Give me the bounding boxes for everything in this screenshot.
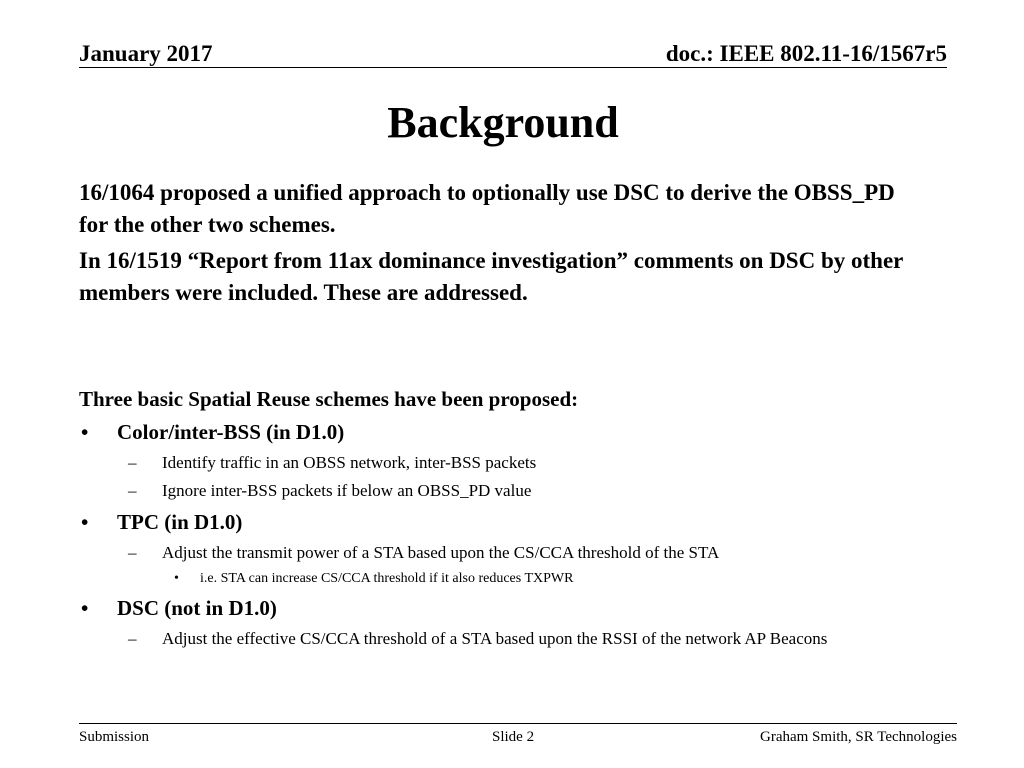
bullet-icon: • <box>81 420 89 444</box>
scheme-detail <box>128 541 908 564</box>
scheme-detail <box>128 627 888 650</box>
intro-paragraph: 16/1064 proposed a unified approach to optionally use DSC to derive the OBSS_PD for the other two schemes. <box>79 180 895 237</box>
bullet-icon: • <box>81 510 89 534</box>
schemes-lead: Three basic Spatial Reuse schemes have been proposed: <box>79 387 579 411</box>
scheme-detail <box>128 451 908 474</box>
scheme-subdetail <box>174 569 573 588</box>
scheme-detail <box>128 479 908 502</box>
footer-author: Graham Smith, SR Technologies <box>760 729 957 745</box>
dash-icon: – <box>128 453 137 472</box>
bullet-icon: • <box>81 596 89 620</box>
dash-icon: – <box>128 629 137 648</box>
scheme-label: DSC (not in D1.0) <box>117 596 277 620</box>
header-doc-id: doc.: IEEE 802.11-16/1567r5 <box>665 41 947 66</box>
intro-paragraph: In 16/1519 “Report from 11ax dominance investigation” comments on DSC by other members were included. These are addressed. <box>79 248 903 305</box>
header-divider <box>79 67 947 68</box>
slide-title: Background <box>387 98 619 147</box>
scheme-label: TPC (in D1.0) <box>117 510 243 534</box>
footer-divider <box>79 723 957 724</box>
dash-icon: – <box>128 543 137 562</box>
footer-submission: Submission <box>79 729 150 745</box>
scheme-detail-text: Ignore inter-BSS packets if below an OBSS_PD value <box>162 481 532 500</box>
scheme-label: Color/inter-BSS (in D1.0) <box>117 420 345 444</box>
header-date: January 2017 <box>79 41 213 66</box>
scheme-detail-text: Identify traffic in an OBSS network, inter-BSS packets <box>162 453 537 472</box>
scheme-detail-text: Adjust the transmit power of a STA based upon the CS/CCA threshold of the STA <box>162 543 720 562</box>
scheme-detail-text: Adjust the effective CS/CCA threshold of a STA based upon the RSSI of the network AP Beacons <box>162 629 828 648</box>
dash-icon: – <box>128 481 137 500</box>
footer-slide-number: Slide 2 <box>492 729 535 745</box>
bullet-icon: • <box>174 571 179 586</box>
scheme-subdetail-text: i.e. STA can increase CS/CCA threshold if it also reduces TXPWR <box>200 571 574 586</box>
